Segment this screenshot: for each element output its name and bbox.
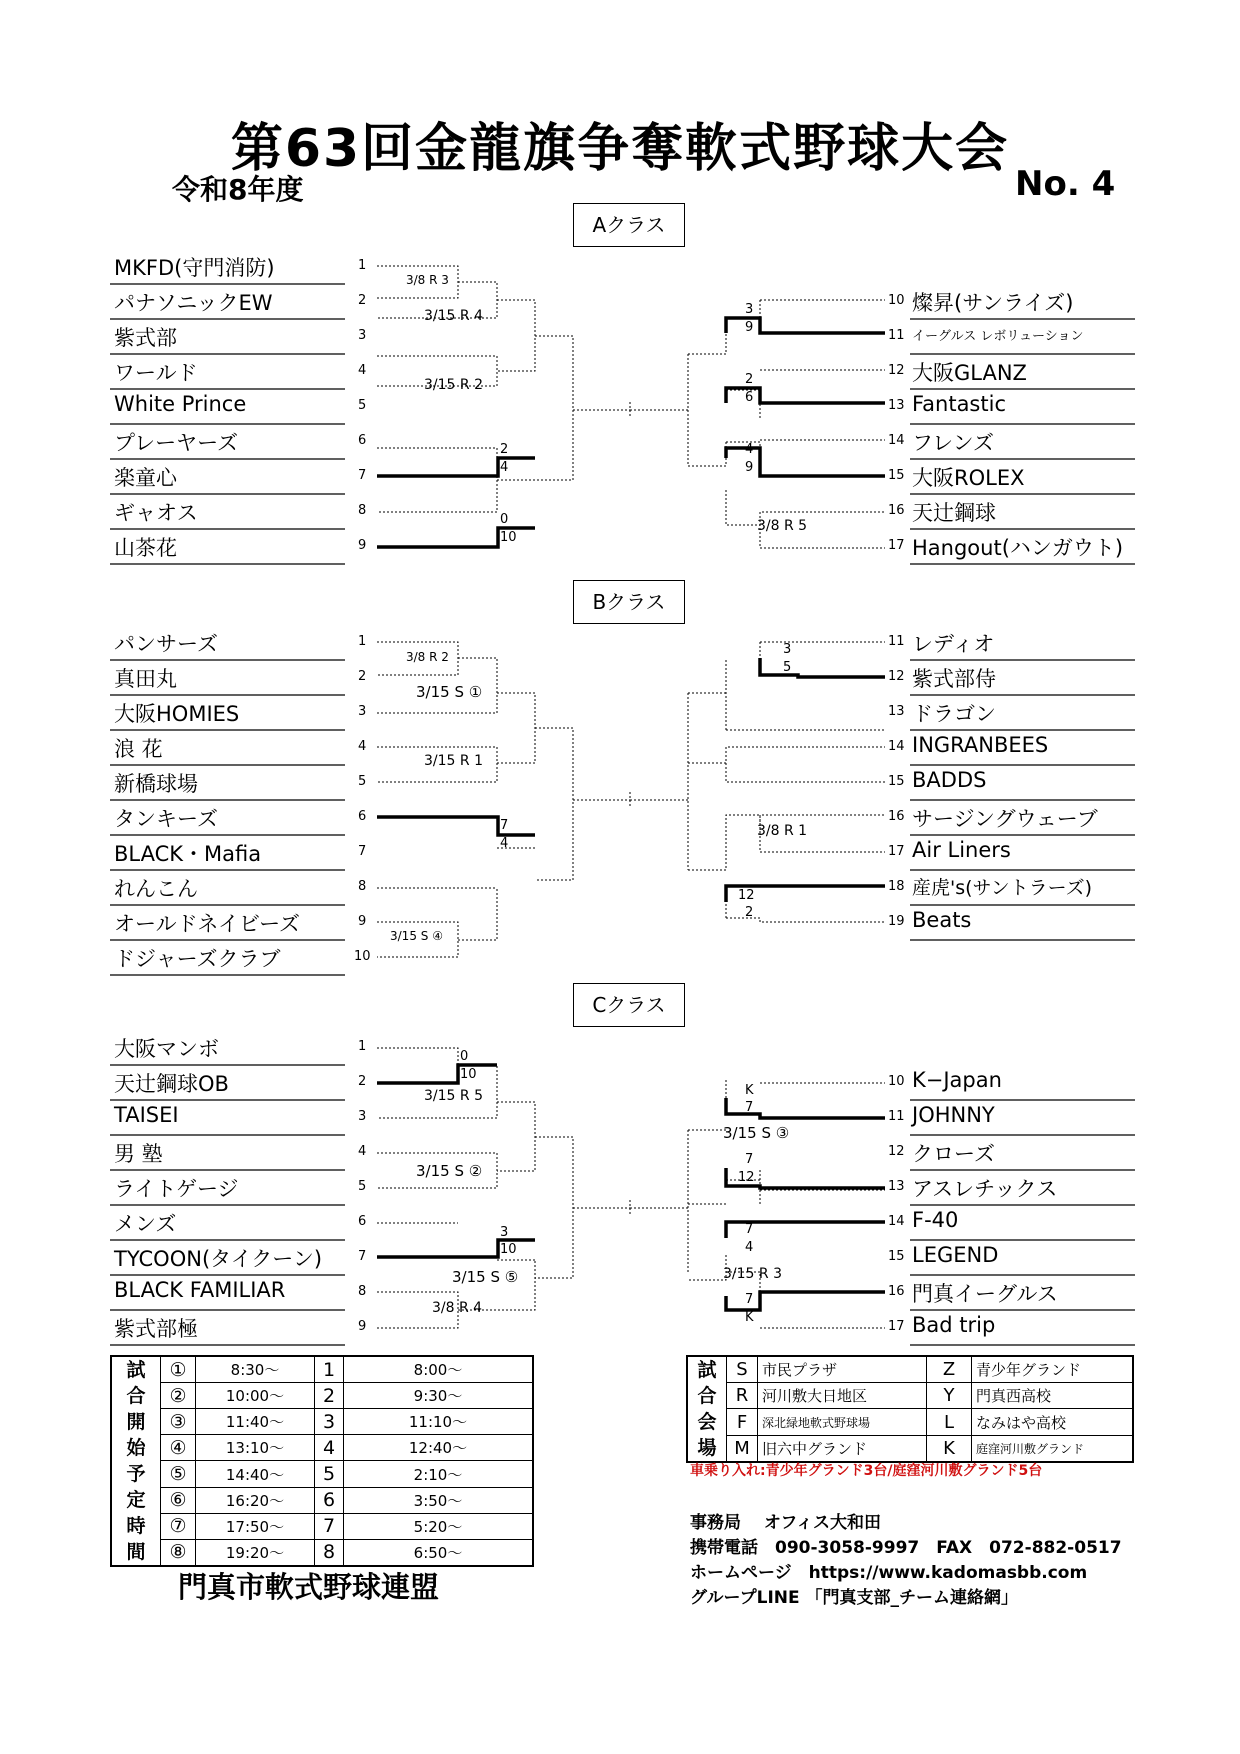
team-name: 大阪ROLEX xyxy=(912,466,1025,490)
match-score: 7 xyxy=(745,1152,754,1167)
table-row: F 深北緑地軟式野球場 L なみはや高校 xyxy=(687,1409,1133,1435)
team-name: Hangout(ハンガウト) xyxy=(912,536,1124,560)
seed-number: 14 xyxy=(888,433,905,448)
team-name: 楽童心 xyxy=(114,466,177,490)
seed-number: 6 xyxy=(358,433,367,448)
table-row: ③ 11:40〜 3 11:10〜 xyxy=(111,1409,533,1435)
seed-number: 3 xyxy=(358,1109,367,1124)
match-score: 7 xyxy=(745,1222,754,1237)
match-schedule: 3/8 R 2 xyxy=(406,650,449,664)
team-name: Beats xyxy=(912,908,972,932)
seed-number: 15 xyxy=(888,468,905,483)
team-name: レディオ xyxy=(912,632,995,656)
team-name: クローズ xyxy=(912,1142,995,1166)
seed-number: 3 xyxy=(358,704,367,719)
seed-number: 2 xyxy=(358,1074,367,1089)
match-schedule: 3/15 S ② xyxy=(416,1162,483,1180)
team-name: JOHNNY xyxy=(912,1103,995,1127)
team-name: アスレチックス xyxy=(912,1177,1058,1201)
match-schedule: 3/15 R 3 xyxy=(723,1266,782,1282)
match-score: 9 xyxy=(745,460,754,475)
match-score: 0 xyxy=(500,512,509,527)
seed-number: 9 xyxy=(358,1319,367,1334)
match-schedule: 3/8 R 1 xyxy=(757,823,808,839)
team-name: フレンズ xyxy=(912,431,995,455)
team-name: Fantastic xyxy=(912,392,1006,416)
fiscal-year: 令和8年度 xyxy=(172,173,304,206)
table-row: ⑦ 17:50〜 7 5:20〜 xyxy=(111,1513,533,1539)
match-score: 12 xyxy=(738,888,755,903)
team-name: TYCOON(タイクーン) xyxy=(114,1247,323,1271)
team-name: F-40 xyxy=(912,1208,959,1232)
parking-note: 車乗り入れ:青少年グランド3台/庭窪河川敷グランド5台 xyxy=(690,1463,1043,1479)
seed-number: 11 xyxy=(888,328,905,343)
table-row: 試 合 会 場 S 市民プラザ Z 青少年グランド xyxy=(687,1356,1133,1383)
match-score: 4 xyxy=(500,836,509,851)
team-name: イーグルス レボリューション xyxy=(912,329,1084,344)
seed-number: 9 xyxy=(358,914,367,929)
organization-name: 門真市軟式野球連盟 xyxy=(178,1570,440,1604)
match-score: 7 xyxy=(745,1100,754,1115)
team-name: 燦昇(サンライズ) xyxy=(912,291,1074,315)
seed-number: 17 xyxy=(888,1319,905,1334)
class-c-label: Cクラス xyxy=(573,983,685,1027)
line-group: グループLINE 「門真支部_チーム連絡網」 xyxy=(690,1588,1019,1608)
match-schedule: 3/15 R 5 xyxy=(424,1088,483,1104)
match-score: 9 xyxy=(745,320,754,335)
table-row: ⑤ 14:40〜 5 2:10〜 xyxy=(111,1461,533,1487)
match-score: 10 xyxy=(460,1067,477,1082)
match-schedule: 3/15 S ① xyxy=(416,683,483,701)
seed-number: 12 xyxy=(888,669,905,684)
team-name: オールドネイビーズ xyxy=(114,912,301,936)
team-name: 産虎's(サントラーズ) xyxy=(912,877,1093,899)
start-time-table xyxy=(110,1355,534,1567)
match-score: 12 xyxy=(738,1170,755,1185)
table-row: 試 合 開 始 予 定 時 間 ① 8:30〜 1 8:00〜 xyxy=(111,1356,533,1383)
seed-number: 13 xyxy=(888,398,905,413)
timetable-heading: 試 合 開 始 予 定 時 間 xyxy=(111,1356,161,1566)
match-score: 7 xyxy=(745,1292,754,1307)
seed-number: 5 xyxy=(358,398,367,413)
class-b-label: Bクラス xyxy=(573,580,685,624)
seed-number: 16 xyxy=(888,1284,905,1299)
match-score: 2 xyxy=(745,372,754,387)
team-name: メンズ xyxy=(114,1212,177,1236)
table-row: ④ 13:10〜 4 12:40〜 xyxy=(111,1435,533,1461)
team-name: BLACK FAMILIAR xyxy=(114,1278,286,1302)
seed-number: 7 xyxy=(358,1249,367,1264)
seed-number: 2 xyxy=(358,669,367,684)
seed-number: 16 xyxy=(888,503,905,518)
seed-number: 9 xyxy=(358,538,367,553)
team-name: プレーヤーズ xyxy=(114,431,239,455)
seed-number: 6 xyxy=(358,809,367,824)
seed-number: 14 xyxy=(888,739,905,754)
page-title: 第63回金龍旗争奪軟式野球大会 xyxy=(230,119,1010,179)
match-schedule: 3/8 R 3 xyxy=(406,273,449,287)
match-schedule: 3/15 R 2 xyxy=(424,377,483,393)
team-name: ライトゲージ xyxy=(114,1177,239,1201)
match-score: 10 xyxy=(500,1242,517,1257)
seed-number: 17 xyxy=(888,538,905,553)
match-score: 4 xyxy=(745,442,754,457)
seed-number: 15 xyxy=(888,774,905,789)
team-name: サージングウェーブ xyxy=(912,807,1098,831)
team-name: BLACK・Mafia xyxy=(114,842,262,866)
venue-heading: 試 合 会 場 xyxy=(687,1356,727,1462)
team-name: 大阪HOMIES xyxy=(114,702,240,726)
seed-number: 5 xyxy=(358,1179,367,1194)
match-score: 4 xyxy=(745,1240,754,1255)
seed-number: 19 xyxy=(888,914,905,929)
team-name: TAISEI xyxy=(114,1103,179,1127)
seed-number: 1 xyxy=(358,1039,367,1054)
team-name: ドジャーズクラブ xyxy=(114,947,281,971)
team-name: 大阪マンボ xyxy=(114,1037,219,1061)
match-score: 2 xyxy=(745,905,754,920)
table-row: ⑧ 19:20〜 8 6:50〜 xyxy=(111,1539,533,1566)
seed-number: 18 xyxy=(888,879,905,894)
team-name: 新橋球場 xyxy=(114,772,198,796)
class-a-label: Aクラス xyxy=(573,203,685,247)
team-name: 浪 花 xyxy=(114,737,163,761)
venue-table xyxy=(686,1355,1134,1463)
seed-number: 3 xyxy=(358,328,367,343)
seed-number: 8 xyxy=(358,1284,367,1299)
team-name: ドラゴン xyxy=(912,702,996,726)
team-name: 大阪GLANZ xyxy=(912,361,1027,385)
team-name: ワールド xyxy=(114,361,198,385)
match-score: K xyxy=(745,1310,754,1325)
seed-number: 12 xyxy=(888,363,905,378)
team-name: 紫式部侍 xyxy=(912,667,996,691)
table-row: R 河川敷大日地区 Y 門真西高校 xyxy=(687,1383,1133,1409)
seed-number: 5 xyxy=(358,774,367,789)
team-name: MKFD(守門消防) xyxy=(114,256,275,280)
seed-number: 4 xyxy=(358,1144,367,1159)
seed-number: 11 xyxy=(888,1109,905,1124)
team-name: れんこん xyxy=(114,877,198,901)
phone-line: 携帯電話 090-3058-9997 FAX 072-882-0517 xyxy=(690,1538,1122,1558)
homepage-link[interactable]: ホームページ https://www.kadomasbb.com xyxy=(690,1563,1088,1583)
team-name: LEGEND xyxy=(912,1243,999,1267)
team-name: Bad trip xyxy=(912,1313,996,1337)
match-schedule: 3/8 R 5 xyxy=(757,518,808,534)
seed-number: 7 xyxy=(358,844,367,859)
match-score: 4 xyxy=(500,460,509,475)
match-score: 6 xyxy=(745,390,754,405)
team-name: 天辻鋼球 xyxy=(912,501,996,525)
match-score: 3 xyxy=(500,1225,509,1240)
office-line: 事務局 オフィス大和田 xyxy=(690,1513,882,1533)
table-row: ⑥ 16:20〜 6 3:50〜 xyxy=(111,1487,533,1513)
team-name: 紫式部極 xyxy=(114,1317,198,1341)
seed-number: 13 xyxy=(888,704,905,719)
seed-number: 1 xyxy=(358,258,367,273)
seed-number: 10 xyxy=(888,1074,905,1089)
team-name: BADDS xyxy=(912,768,987,792)
team-name: 山茶花 xyxy=(114,536,177,560)
seed-number: 4 xyxy=(358,363,367,378)
match-schedule: 3/8 R 4 xyxy=(432,1300,483,1316)
page-number: No. 4 xyxy=(1015,164,1116,204)
table-row: M 旧六中グランド K 庭窪河川敷グランド xyxy=(687,1435,1133,1462)
team-name: INGRANBEES xyxy=(912,733,1049,757)
match-score: 10 xyxy=(500,530,517,545)
team-name: パンサーズ xyxy=(114,632,218,656)
team-name: ギャオス xyxy=(114,501,198,525)
match-score: 3 xyxy=(745,302,754,317)
seed-number: 7 xyxy=(358,468,367,483)
team-name: Air Liners xyxy=(912,838,1011,862)
match-schedule: 3/15 S ⑤ xyxy=(452,1268,519,1286)
seed-number: 8 xyxy=(358,503,367,518)
team-name: 門真イーグルス xyxy=(912,1282,1058,1306)
seed-number: 1 xyxy=(358,634,367,649)
team-name: White Prince xyxy=(114,392,247,416)
team-name: パナソニックEW xyxy=(114,291,273,315)
seed-number: 15 xyxy=(888,1249,905,1264)
match-score: 5 xyxy=(783,660,792,675)
team-name: 天辻鋼球OB xyxy=(114,1072,229,1096)
table-row: ② 10:00〜 2 9:30〜 xyxy=(111,1383,533,1409)
match-schedule: 3/15 S ③ xyxy=(723,1124,790,1142)
seed-number: 14 xyxy=(888,1214,905,1229)
match-score: 0 xyxy=(460,1049,469,1064)
match-score: 2 xyxy=(500,442,509,457)
seed-number: 4 xyxy=(358,739,367,754)
seed-number: 2 xyxy=(358,293,367,308)
match-score: 7 xyxy=(500,818,509,833)
seed-number: 12 xyxy=(888,1144,905,1159)
seed-number: 8 xyxy=(358,879,367,894)
match-schedule: 3/15 R 1 xyxy=(424,753,483,769)
seed-number: 16 xyxy=(888,809,905,824)
team-name: 真田丸 xyxy=(114,667,177,691)
match-schedule: 3/15 S ④ xyxy=(390,929,443,943)
seed-number: 6 xyxy=(358,1214,367,1229)
match-score: K xyxy=(745,1083,754,1098)
seed-number: 11 xyxy=(888,634,905,649)
seed-number: 17 xyxy=(888,844,905,859)
team-name: 紫式部 xyxy=(114,326,177,350)
team-name: K−Japan xyxy=(912,1068,1002,1092)
match-schedule: 3/15 R 4 xyxy=(424,308,483,324)
team-name: 男 塾 xyxy=(114,1142,163,1166)
seed-number: 13 xyxy=(888,1179,905,1194)
seed-number: 10 xyxy=(888,293,905,308)
match-score: 3 xyxy=(783,642,792,657)
team-name: タンキーズ xyxy=(114,807,218,831)
seed-number: 10 xyxy=(354,949,371,964)
